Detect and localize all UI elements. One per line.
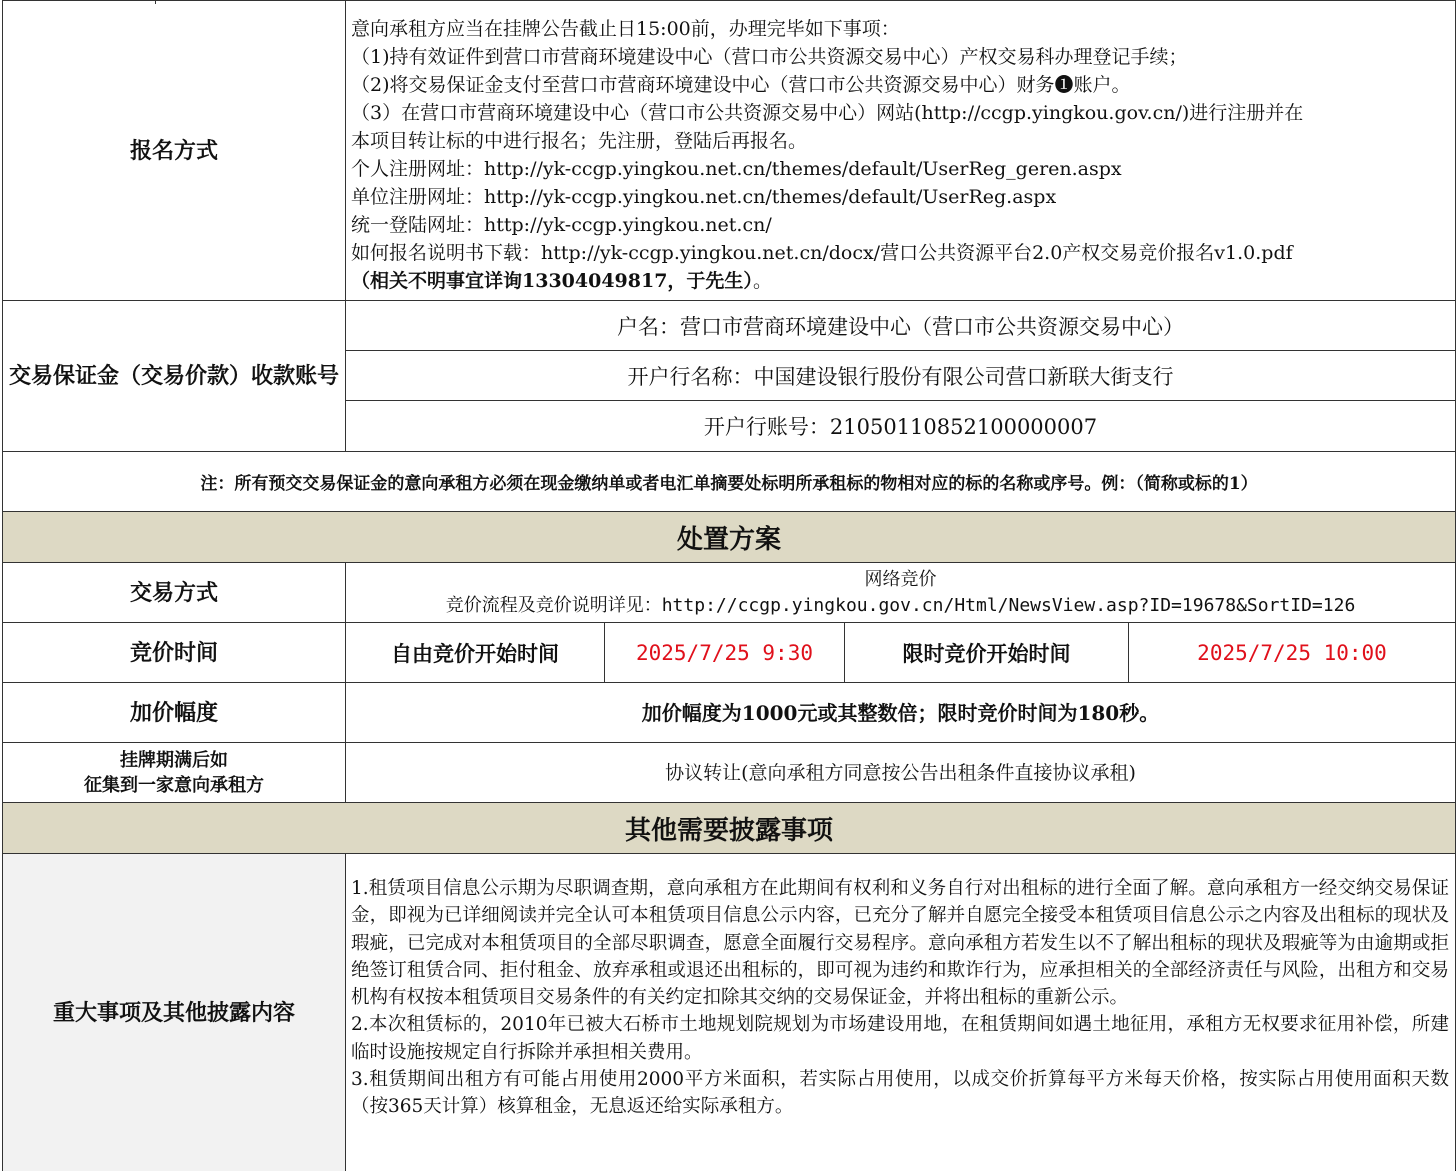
method-value: 网络竞价 <box>864 568 937 590</box>
account-bank: 开户行名称：中国建设银行股份有限公司营口新联大街支行 <box>346 351 1455 401</box>
account-number: 开户行账号：21050110852100000007 <box>703 415 1098 439</box>
single-bidder-label <box>3 743 346 802</box>
registration-line: 意向承租方应当在挂牌公告截止日15:00前，办理完毕如下事项： <box>351 18 900 40</box>
registration-label: 报名方式 <box>3 1 346 300</box>
increment-value: 加价幅度为1000元或其整数倍；限时竞价时间为180秒。 <box>641 700 1160 725</box>
account-name: 户名：营口市营商环境建设中心（营口市公共资源交易中心） <box>346 301 1455 351</box>
method-label: 交易方式 <box>3 563 346 622</box>
account-content <box>346 301 1455 451</box>
account-label: 交易保证金（交易价款）收款账号 <box>3 301 346 451</box>
disclosure-item: 1.租赁项目信息公示期为尽职调查期，意向承租方在此期间有权利和义务自行对出租标的进行全面了解。意向承租方一经交纳交易保证金，即视为已详细阅读并完全认可本租赁项目信息公示内容，已充分了解并自愿完全接受本租赁项目信息公示之内容及出租标的现状及瑕疵，已完成对本租赁项目的全部尽职调查，愿意全面履行交易程序。意向承租方若发生以不了解出租标的现状及瑕疵等为由逾期或拒绝签订租赁合同、拒付租金、放弃承租或退还出租标的，即可视为违约和欺诈行为，应承担相关的全部经济责任与风险，出租方和交易机构有权按本租赁项目交易条件的有关约定扣除其交纳的交易保证金，并将出租标的重新公示。 <box>351 878 1449 1009</box>
time-row <box>3 623 1455 683</box>
disclosure-item: 3.租赁期间出租方有可能占用使用2000平方米面积，若实际占用使用，以成交价折算每平方米每天价格，按实际占用使用面积天数（按365天计算）核算租金，无息返还给实际承租方。 <box>351 1069 1449 1118</box>
free-bid-time: 2025/7/25 9:30 <box>605 623 845 682</box>
registration-link-login: 统一登陆网址：http://yk-ccgp.yingkou.net.cn/ <box>351 214 772 236</box>
registration-content <box>346 1 1455 300</box>
registration-line: （1)持有效证件到营口市营商环境建设中心（营口市公共资源交易中心）产权交易科办理登记手续； <box>351 46 1188 68</box>
limited-bid-time: 2025/7/25 10:00 <box>1197 640 1387 665</box>
registration-line: 本项目转让标的中进行报名；先注册，登陆后再报名。 <box>351 130 808 152</box>
registration-link-personal: 个人注册网址：http://yk-ccgp.yingkou.net.cn/themes/default/UserReg_geren.aspx <box>351 158 1122 180</box>
disclosure-item: 2.本次租赁标的，2010年已被大石桥市土地规划院规划为市场建设用地，在租赁期间如遇土地征用，承租方无权要求征用补偿，所建临时设施按规定自行拆除并承担相关费用。 <box>351 1014 1449 1063</box>
registration-line: （2)将交易保证金支付至营口市营商环境建设中心（营口市公共资源交易中心）财务❶账户。 <box>351 74 1131 96</box>
single-bidder-label-line: 挂牌期满后如 <box>120 749 228 771</box>
disclosure-content <box>346 854 1455 1171</box>
disclosure-label: 重大事项及其他披露内容 <box>3 854 346 1171</box>
single-bidder-row <box>3 743 1455 803</box>
registration-row <box>3 0 1455 301</box>
increment-row <box>3 683 1455 743</box>
registration-link-manual: 如何报名说明书下载：http://yk-ccgp.yingkou.net.cn/docx/营口公共资源平台2.0产权交易竞价报名v1.0.pdf <box>351 242 1293 264</box>
disclosure-row <box>3 854 1455 1171</box>
registration-link-company: 单位注册网址：http://yk-ccgp.yingkou.net.cn/themes/default/UserReg.aspx <box>351 186 1057 208</box>
method-row <box>3 563 1455 623</box>
time-label: 竞价时间 <box>3 623 346 682</box>
deposit-note: 注：所有预交交易保证金的意向承租方必须在现金缴纳单或者电汇单摘要处标明所承租标的物相对应的标的名称或序号。例：（简称或标的1） <box>3 452 1455 512</box>
time-cells <box>346 623 1455 682</box>
disclosure-table <box>2 0 1456 1171</box>
registration-line: （3）在营口市营商环境建设中心（营口市公共资源交易中心）网站(http://ccgp.yingkou.gov.cn/)进行注册并在 <box>351 102 1304 124</box>
registration-contact-tail: 。 <box>752 270 772 292</box>
registration-contact: （相关不明事宜详询13304049817，于先生） <box>351 270 753 292</box>
single-bidder-label-line: 征集到一家意向承租方 <box>84 774 264 796</box>
free-bid-label: 自由竞价开始时间 <box>346 623 605 682</box>
increment-label: 加价幅度 <box>3 683 346 742</box>
single-bidder-value: 协议转让(意向承租方同意按公告出租条件直接协议承租) <box>665 761 1136 784</box>
section-title-disclosure: 其他需要披露事项 <box>3 803 1455 854</box>
method-detail: 竞价流程及竞价说明详见：http://ccgp.yingkou.gov.cn/Html/NewsView.asp?ID=19678&SortID=126 <box>445 594 1356 616</box>
limited-bid-label: 限时竞价开始时间 <box>845 623 1129 682</box>
method-content <box>346 563 1455 622</box>
account-row <box>3 301 1455 452</box>
section-title-plan: 处置方案 <box>3 512 1455 563</box>
